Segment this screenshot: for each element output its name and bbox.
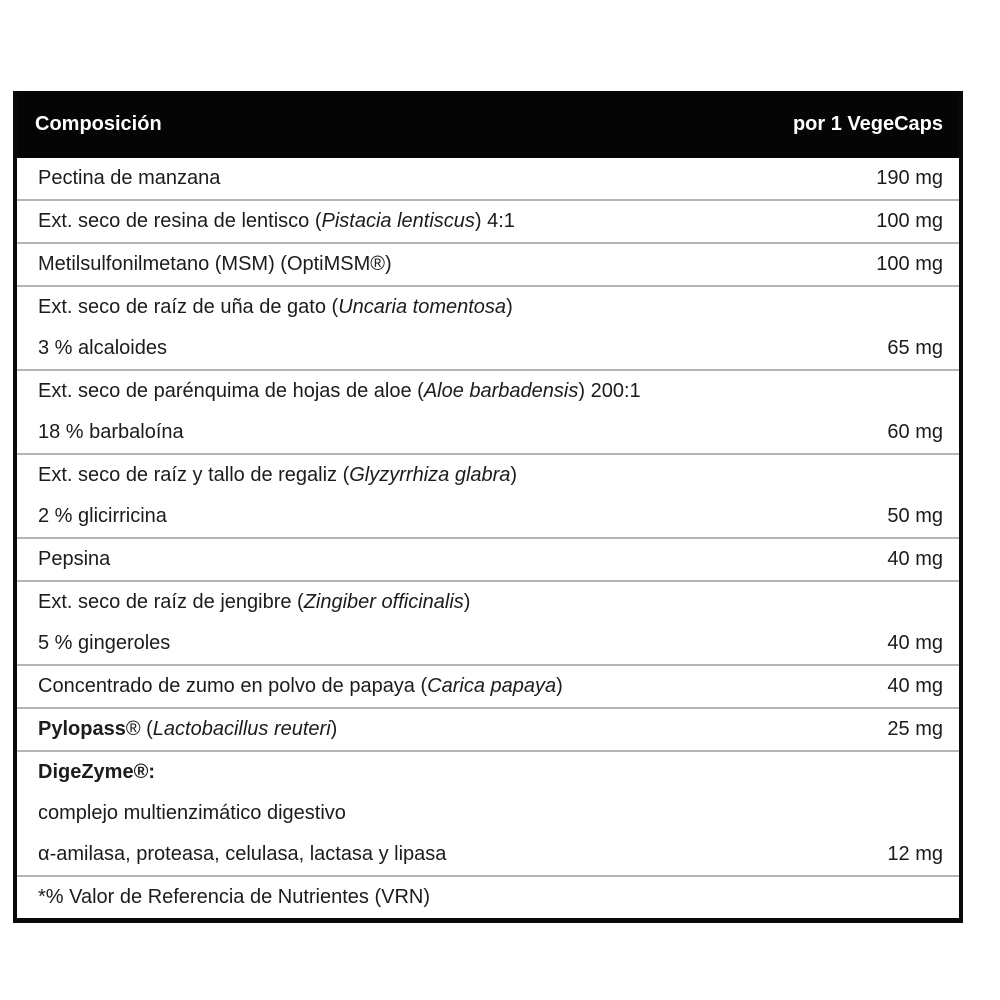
ingredient-name: Ext. seco de resina de lentisco (Pistacia lentiscus) 4:1 [38,210,515,232]
table-body [17,158,959,918]
table-row [17,537,959,580]
table-row [17,285,959,369]
ingredient-name: Concentrado de zumo en polvo de papaya (Carica papaya) [38,675,563,697]
amount-cell: 60 mg [887,421,943,443]
ingredient-name: Ext. seco de raíz de jengibre (Zingiber officinalis) [38,591,471,613]
unit-header: por 1 VegeCaps [792,113,943,135]
ingredient-name: 3 % alcaloides [38,337,167,359]
amount-cell: 40 mg [887,548,943,570]
amount-cell: 40 mg [887,675,943,697]
table-row [17,664,959,707]
ingredient-name: 2 % glicirricina [38,505,167,527]
amount-cell: 65 mg [887,337,943,359]
ingredient-name: Ext. seco de raíz de uña de gato (Uncaria tomentosa) [38,296,513,318]
table-header [17,91,959,158]
table-row [17,242,959,285]
table-row [17,199,959,242]
amount-cell: 100 mg [876,210,943,232]
amount-cell: 25 mg [887,718,943,740]
table-row [17,369,959,453]
table-row [17,707,959,750]
amount-cell: 50 mg [887,505,943,527]
ingredient-name: Ext. seco de raíz y tallo de regaliz (Glyzyrrhiza glabra) [38,464,518,486]
ingredient-name: Pectina de manzana [38,167,221,189]
composition-table [13,91,963,923]
ingredient-name: 18 % barbaloína [38,421,184,443]
ingredient-name: Metilsulfonilmetano (MSM) (OptiMSM®) [38,253,392,275]
ingredient-name: *% Valor de Referencia de Nutrientes (VRN) [38,886,431,908]
table-row [17,158,959,199]
amount-cell: 190 mg [876,167,943,189]
amount-cell: 12 mg [887,843,943,865]
ingredient-name: DigeZyme®: [38,761,155,783]
amount-cell: 40 mg [887,632,943,654]
amount-cell: 100 mg [876,253,943,275]
table-row [17,750,959,875]
ingredient-name: Ext. seco de parénquima de hojas de aloe (Aloe barbadensis) 200:1 [38,380,641,402]
ingredient-name: Pylopass® (Lactobacillus reuteri) [38,718,338,740]
table-title: Composición [35,113,162,135]
table-row [17,453,959,537]
table-row [17,580,959,664]
ingredient-name: complejo multienzimático digestivo [38,802,346,824]
footnote-row [17,875,959,918]
ingredient-name: Pepsina [38,548,111,570]
ingredient-name: 5 % gingeroles [38,632,171,654]
ingredient-name: α-amilasa, proteasa, celulasa, lactasa y lipasa [38,843,447,865]
